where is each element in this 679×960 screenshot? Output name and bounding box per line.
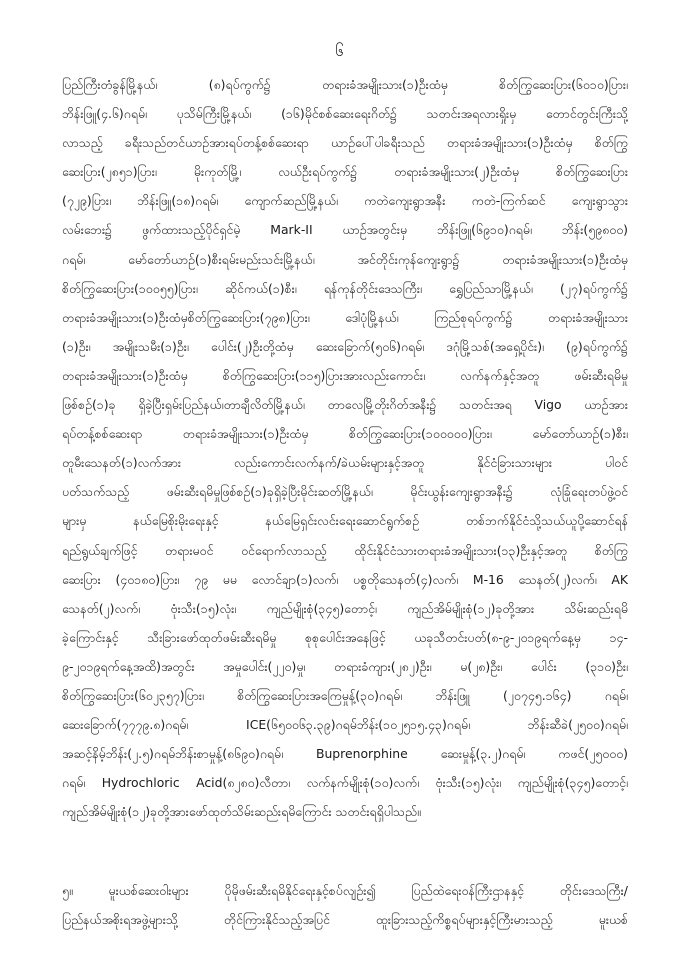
paragraph-5-reporting [62,876,628,934]
paragraph-line: တရားခံအမျိုးသား(၁)ဦးထံမှစိတ်ကြွဆေးပြား(၇၉၈)ပြား၊ ဒေါပုံမြို့နယ်၊ ကြည်စုရပ်ကွက်၌ တရားခံအမျိုးသား [62,309,628,325]
paragraph-line: များမှ နယ်မြေစိုးမိုးရေးနှင့် နယ်မြေရှင်းလင်းရေးဆောင်ရွက်စဉ် တစ်ဘက်နိုင်ငံသို့သယ်ယူပို့ဆောင်ရန် [62,513,628,529]
paragraph-line: (၇၂၉)ပြား၊ ဘိန်းဖြူ(၁၈)ဂရမ်၊ ကျောက်ဆည်မြို့နယ်၊ ကတဲကျေးရွာအနီး ကတဲ-ကြက်ဆင် ကျေးရွာသွား [62,193,628,209]
paragraph-line: ပတ်သက်သည့် ဖမ်းဆီးရမိမှုဖြစ်စဉ်(၁)ခုရှိခဲ့ပြီးမိုင်းဆတ်မြို့နယ်၊ မိုင်းယွန်းကျေးရွာအနီး၌ လုံခြုံရေးတပ်ဖွဲ့ဝင် [62,484,628,500]
paragraph-line: ၉-၂၀၁၉ရက်နေ့အထိ)အတွင်း အမှုပေါင်း(၂၂၀)မှု၊ တရားခံကျား(၂၈၂)ဦး၊ မ(၂၈)ဦး၊ ပေါင်း (၃၁၀)ဦး၊ [62,658,628,674]
paragraph-line: ဂရမ်၊ မော်တော်ယာဉ်(၁)စီးရမ်းမည်းသင်းမြို့နယ်၊ အင်တိုင်းကုန်ကျေးရွာ၌ တရားခံအမျိုးသား(၁)ဦးထံမှ [62,251,628,267]
paragraph-line: ခဲ့ကြောင်းနှင့် သီးခြားဖော်ထုတ်ဖမ်းဆီးရမိမှု စုစုပေါင်းအနေဖြင့် ယခုသီတင်းပတ်(၈-၉-၂၀၁၉ရက်နေ့မှ ၁၄- [62,629,628,645]
paragraph-line: (၁)ဦး၊ အမျိုးသမီး(၁)ဦး၊ ပေါင်း(၂)ဦးတို့ထံမှ ဆေးခြောက်(၅၀၆)ဂရမ်၊ ဒဂုံမြို့သစ်(အရှေ့ပိုင်း)၊ (၉)ရပ်ကွက်၌ [62,338,628,354]
paragraph-line-last: ကျည်အိမ်မျိုးစုံ(၁၂)ခုတို့အားဖော်ထုတ်သိမ်းဆည်းရမိကြောင်း သတင်းရရှိပါသည်။ [62,804,421,820]
paragraph-line: ၅။ မူးယစ်ဆေးဝါးများ ပိုမိုဖမ်းဆီးရမိနိုင်ရေးနှင့်စပ်လျဉ်း၍ ပြည်ထဲရေးဝန်ကြီးဌာနနှင့် တိုင်းဒေသကြီး/ [62,883,628,898]
paragraph-line: အဆင့်နိမ့်ဘိန်း(၂.၅)ဂရမ်ဘိန်းစာမှုန့်(၈၆၉၀)ဂရမ်၊ Buprenorphine ဆေးမှုန့်(၃.၂)ဂရမ်၊ ကဖင်(၂၅၀၀၀) [62,746,628,762]
paragraph-line: ပြည်ကြီးတံခွန်မြို့နယ်၊ (၈)ရပ်ကွက်၌ တရားခံအမျိုးသား(၁)ဦးထံမှ စိတ်ကြွဆေးပြား(၆၀၁၀)ပြား၊ [62,77,628,92]
paragraph-line: ဘိန်းဖြူ(၄.၆)ဂရမ်၊ ပုသိမ်ကြီးမြို့နယ်၊ (၁၆)မိုင်စစ်ဆေးရေးဂိတ်၌ သတင်းအရလားရှိုးမှ တောင်တွင်းကြီးသို့ [62,106,628,122]
paragraph-line: ပြည်နယ်အစိုးရအဖွဲ့များသို့ တိုင်ကြားနိုင်သည့်အပြင် ထူးခြားသည့်ကိစ္စရပ်များနှင့်ကြီးမားသည့် မူးယစ် [62,912,628,928]
paragraph-line: ရည်ရွယ်ချက်ဖြင့် တရားမဝင် ဝင်ရောက်လာသည့် ထိုင်းနိုင်ငံသားတရားခံအမျိုးသား(၁၃)ဦးနှင့်အတူ စိတ်ကြွ [62,542,628,558]
paragraph-line: ဆေးပြား(၂၈၅၁)ပြား၊ မိုးကုတ်မြို့၊ လယ်ဦးရပ်ကွက်၌ တရားခံအမျိုးသား(၂)ဦးထံမှ စိတ်ကြွဆေးပြား [62,164,628,180]
paragraph-line: ဆေးပြား (၄၀၁၈၀)ပြား၊ ၇၉ မမ လောင်ချာ(၁)လက်၊ ပစ္စတိုသေနတ်(၄)လက်၊ M-16 သေနတ်(၂)လက်၊ AK [62,571,628,587]
paragraph-seizure-report [62,70,628,826]
paragraph-line: သေနတ်(၂)လက်၊ ဗုံးသီး(၁၅)လုံး၊ ကျည်မျိုးစုံ(၃၄၅)တောင့်၊ ကျည်အိမ်မျိုးစုံ(၁၂)ခုတို့အား သိမ်းဆည်းရမိ [62,600,628,616]
paragraph-line: ဖြစ်စဉ်(၁)ခု ရှိခဲ့ပြီးရှမ်းပြည်နယ်၊တာချီလိတ်မြို့နယ်၊ တာလေမြို့တိုးဂိတ်အနီး၌ သတင်းအရ Vigo ယာဉ်အား [62,397,628,413]
paragraph-line: စိတ်ကြွဆေးပြား(၁၀၀၅၅)ပြား၊ ဆိုင်ကယ်(၁)စီး၊ ရန်ကုန်တိုင်းဒေသကြီး၊ ရွှေပြည်သာမြို့နယ်၊ (၂၇)ရပ်ကွက်၌ [62,280,628,296]
paragraph-line: ဆေးခြောက်(၇၇၇၉.၈)ဂရမ်၊ ICE(၆၅၀၀၆၃.၃၉)ဂရမ်ဘိန်း(၁၀၂၅၁၅.၄၃)ဂရမ်၊ ဘိန်းဆီခဲ(၂၅၀၀)ဂရမ်၊ [62,717,628,733]
paragraph-line: လာသည့် ခရီးသည်တင်ယာဉ်အားရပ်တန့်စစ်ဆေးရာ ယာဉ်ပေါ်ပါခရီးသည် တရားခံအမျိုးသား(၁)ဦးထံမှ စိတ်ကြွ [62,135,628,151]
paragraph-line: လမ်းဘေး၌ ဖွက်ထားသည့်ပိုင်ရှင်မဲ့ Mark-II ယာဉ်အတွင်းမှ ဘိန်းဖြူ(၆၉၁၀)ဂရမ်၊ ဘိန်း(၅၉၈၀၀) [62,222,628,238]
paragraph-line: ရပ်တန့်စစ်ဆေးရာ တရားခံအမျိုးသား(၁)ဦးထံမှ စိတ်ကြွဆေးပြား(၁၀၀၀၀၀)ပြား၊ မော်တော်ယာဉ်(၁)စီး၊ [62,426,628,442]
page-number: ၆ [335,42,344,60]
paragraph-line: စိတ်ကြွဆေးပြား(၆၀၂၃၅၇)ပြား၊ စိတ်ကြွဆေးပြားအကြေမှုန့်(၃၀)ဂရမ်၊ ဘိန်းဖြူ (၂၀၇၄၅.၁၆၄) ဂရမ်၊ [62,687,628,703]
paragraph-line: တရားခံအမျိုးသား(၁)ဦးထံမှ စိတ်ကြွဆေးပြား(၁၁၅)ပြားအားလည်းကောင်း၊ လက်နက်နှင့်အတူ ဖမ်းဆီးရမိမှု [62,367,628,383]
paragraph-line: တူမီးသေနတ်(၁)လက်အား လည်းကောင်းလက်နက်/ခဲယမ်းများနှင့်အတူ နိုင်ငံခြားသားများ ပါဝင် [62,455,628,471]
paragraph-line: ဂရမ်၊ Hydrochloric Acid(၈၂၈၀)လီတာ၊ လက်နက်မျိုးစုံ(၁၀)လက်၊ ဗုံးသီး(၁၅)လုံး၊ ကျည်မျိုးစုံ(၃၄၅)တောင့်၊ [62,775,628,791]
